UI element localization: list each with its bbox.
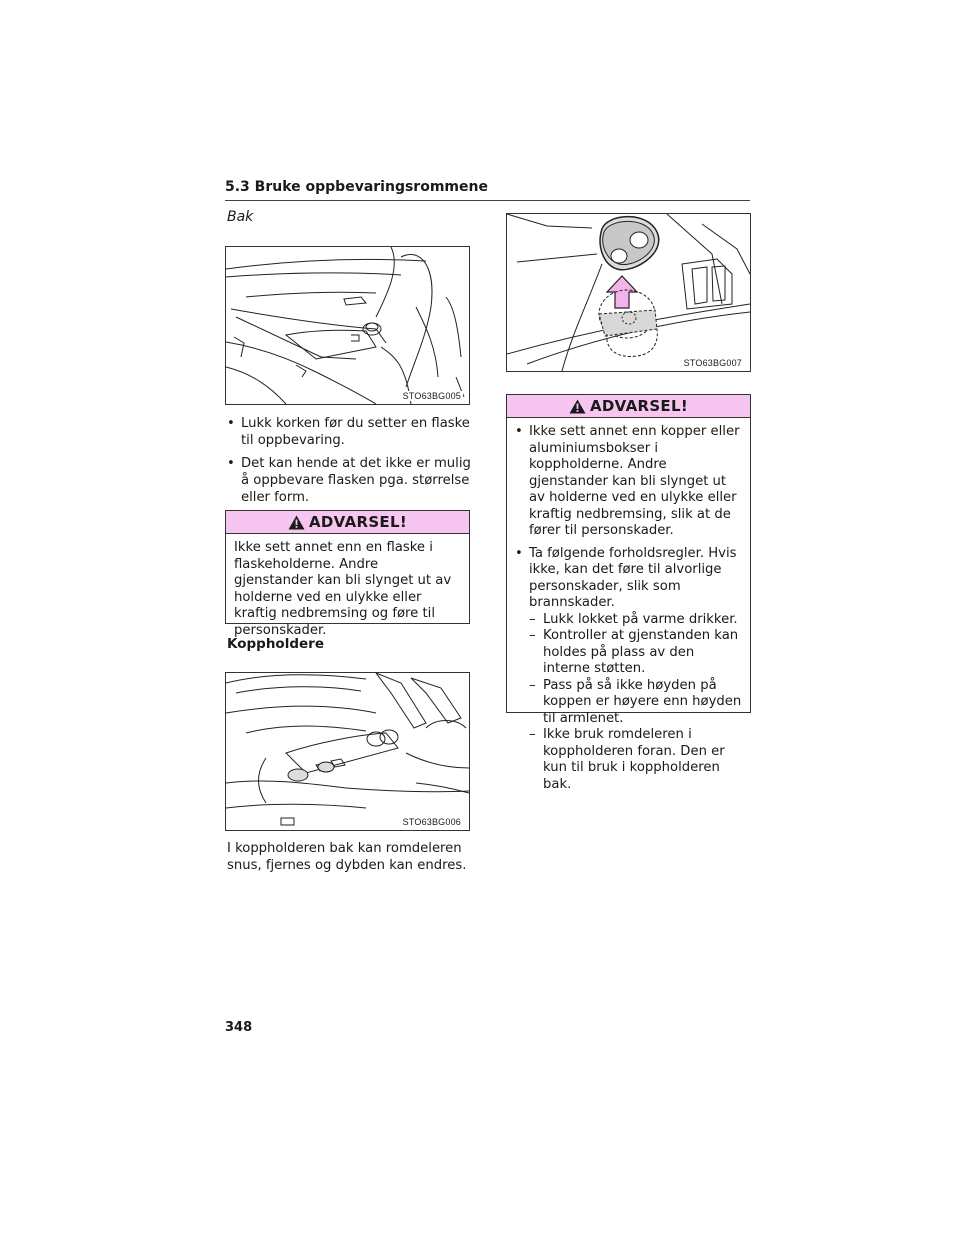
- section-header: [225, 178, 750, 201]
- warning-header: [226, 511, 469, 534]
- rear-door-illustration: [226, 247, 469, 404]
- section-title: 5.3 Bruke oppbevaringsrommene: [225, 179, 488, 195]
- figure-cupholders: [225, 672, 470, 831]
- cupholder-divider-illustration: [507, 214, 750, 371]
- precaution-text: Kontroller at gjenstanden kan holdes på plass av den interne støtten.: [543, 628, 739, 676]
- cupholder-heading: Koppholdere: [227, 636, 324, 652]
- precaution-item: – Lukk lokket på varme drikker.: [529, 611, 738, 627]
- warning-title: ADVARSEL!: [590, 397, 688, 415]
- warning-box-cupholder: [506, 394, 751, 792]
- precaution-item: – Ikke bruk romdeleren i koppholderen foran. Den er kun til bruk i koppholderen bak.: [529, 727, 725, 792]
- precaution-text: Ikke bruk romdeleren i koppholderen foran. Den er kun til bruk i koppholderen bak.: [543, 727, 725, 792]
- warning-text: Ikke sett annet enn en flaske i flaskeholderne. Andre gjenstander kan bli slynget ut av holderne ved en ulykke eller kraftig nedbremsing og føre til personskader.: [234, 540, 452, 638]
- page-number: 348: [225, 1020, 253, 1035]
- figure-id: STO63BG006: [402, 817, 461, 827]
- figure-id: STO63BG007: [683, 358, 742, 368]
- precaution-text: Pass på så ikke høyden på koppen er høyere enn høyden til armlenet.: [543, 677, 742, 726]
- figure-id: STO63BG005: [402, 391, 461, 401]
- warning-triangle-icon: [569, 399, 586, 414]
- note-item: • Det kan hende at det ikke er mulig å oppbevare flasken pga. størrelse eller form.: [227, 455, 472, 506]
- precaution-item: – Pass på så ikke høyden på koppen er høyere enn høyden til armlenet.: [529, 677, 742, 726]
- warning-content: [507, 418, 750, 799]
- figure-rear-bottle-holder: [225, 246, 470, 405]
- warning-triangle-icon: [288, 515, 305, 530]
- warning-header: [507, 395, 750, 418]
- warning-box-bottle: [225, 510, 470, 638]
- precaution-item: – Kontroller at gjenstanden kan holdes på plass av den interne støtten.: [529, 628, 739, 676]
- bottle-notes: [227, 415, 472, 512]
- precaution-text: Lukk lokket på varme drikker.: [543, 611, 738, 627]
- cupholder-paragraph: I koppholderen bak kan romdeleren snus, fjernes og dybden kan endres.: [227, 841, 467, 873]
- console-cupholder-illustration: [226, 673, 469, 830]
- note-item: • Lukk korken før du setter en flaske til oppbevaring.: [227, 415, 472, 449]
- subsection-title: Bak: [227, 209, 254, 225]
- warning-item: • Ikke sett annet enn kopper eller aluminiumsbokser i koppholderne. Andre gjenstander kan bli slynget ut av holderne ved en ulykke eller kraftig nedbremsing, slik at de fører til personskader.: [515, 424, 742, 540]
- warning-item-text: Ta følgende forholdsregler. Hvis ikke, kan det føre til alvorlige personskader, slik som brannskader.: [529, 545, 737, 610]
- warning-title: ADVARSEL!: [309, 513, 407, 531]
- figure-divider-removal: [506, 213, 751, 372]
- warning-item: [515, 546, 742, 612]
